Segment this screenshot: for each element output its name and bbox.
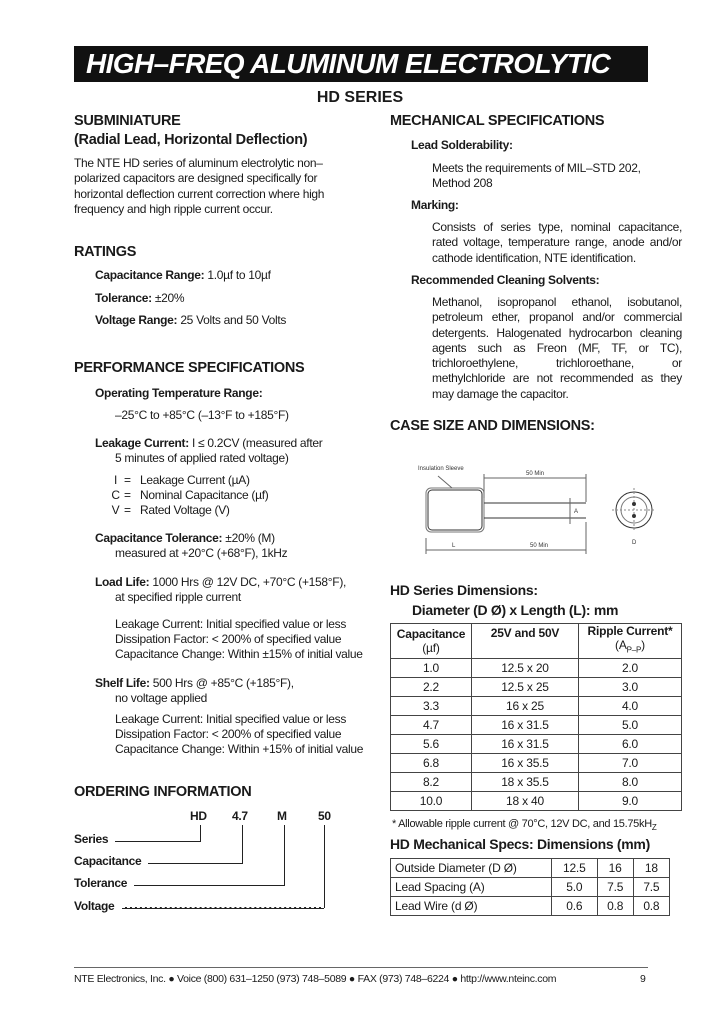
cell-capacitance: 2.2 <box>391 678 472 697</box>
ordering-heading: ORDERING INFORMATION <box>74 784 252 800</box>
shelf-life-item: Dissipation Factor: < 200% of specified value <box>115 727 342 741</box>
shelf-life-item: Leakage Current: Initial specified value or less <box>115 712 347 726</box>
def-equals: = <box>124 473 131 487</box>
voltage-range-value: 25 Volts and 50 Volts <box>180 313 287 327</box>
capacitance-range-label: Capacitance Range: <box>95 268 205 282</box>
cell-ripple: 2.0 <box>579 659 682 678</box>
footer-rule <box>74 967 648 968</box>
table-row <box>391 697 682 716</box>
performance-heading: PERFORMANCE SPECIFICATIONS <box>74 360 305 376</box>
mech-table-heading: HD Mechanical Specs: Dimensions (mm) <box>390 836 650 852</box>
dims-heading: HD Series Dimensions: <box>390 582 538 598</box>
order-leader-voltage <box>122 907 324 909</box>
footer-contact: NTE Electronics, Inc. ● Voice (800) 631–1250 (973) 748–5089 ● FAX (973) 748–6224 ● http://www.nteinc.com <box>74 973 557 985</box>
table-row <box>391 659 682 678</box>
header-ripple-unit-sub: P–P <box>626 645 642 655</box>
ripple-footnote <box>392 818 656 832</box>
def-equals: = <box>124 488 131 502</box>
capacitance-tolerance <box>95 531 275 546</box>
cell-size: 18 x 35.5 <box>472 773 579 792</box>
marking-label: Marking: <box>411 198 459 212</box>
header-ripple-unit-main: (A <box>615 638 627 653</box>
ratings-heading: RATINGS <box>74 244 137 260</box>
voltage-range-label: Voltage Range: <box>95 313 178 327</box>
table-row <box>391 716 682 735</box>
table-row <box>391 897 670 916</box>
shelf-life-item: Capacitance Change: Within +15% of initial value <box>115 742 364 756</box>
page-title: HIGH–FREQ ALUMINUM ELECTROLYTIC <box>86 48 611 79</box>
order-label-series: Series <box>74 832 109 846</box>
cell-spec-name: Outside Diameter (D Ø) <box>391 859 552 878</box>
voltage-range <box>95 313 286 328</box>
cell-value: 7.5 <box>633 878 669 897</box>
order-code-capacitance: 4.7 <box>232 809 248 823</box>
cell-value: 5.0 <box>552 878 598 897</box>
header-ripple <box>579 624 682 659</box>
order-code-series: HD <box>190 809 207 823</box>
order-label-capacitance: Capacitance <box>74 854 142 868</box>
shelf-life <box>95 676 294 691</box>
intro-paragraph: The NTE HD series of aluminum electrolytic non–polarized capacitors are designed specifically for horizontal deflection current correction where high frequency and high ripple current occur. <box>74 156 325 216</box>
mechanical-heading: MECHANICAL SPECIFICATIONS <box>390 113 605 129</box>
def-symbol: V <box>111 503 120 517</box>
header-ripple-label: Ripple Current* <box>587 624 673 639</box>
title-banner <box>74 46 648 82</box>
cell-value: 16 <box>597 859 633 878</box>
cell-size: 16 x 25 <box>472 697 579 716</box>
cell-ripple: 5.0 <box>579 716 682 735</box>
order-leader-tolerance <box>134 885 284 886</box>
order-label-voltage: Voltage <box>74 899 115 913</box>
order-code-voltage: 50 <box>318 809 331 823</box>
page-number: 9 <box>640 973 646 985</box>
cell-ripple: 8.0 <box>579 773 682 792</box>
capacitor-sleeve <box>426 488 484 532</box>
order-leader-capacitance <box>148 863 242 864</box>
leakage-current-value-2: 5 minutes of applied rated voltage) <box>115 451 289 465</box>
cell-size: 12.5 x 20 <box>472 659 579 678</box>
table-row <box>391 878 670 897</box>
solderability-label: Lead Solderability: <box>411 138 513 152</box>
table-header-row <box>391 624 682 659</box>
load-life-item: Leakage Current: Initial specified value or less <box>115 617 347 631</box>
load-life <box>95 575 346 590</box>
cell-capacitance: 10.0 <box>391 792 472 811</box>
cell-ripple: 6.0 <box>579 735 682 754</box>
header-capacitance <box>391 624 472 659</box>
order-leader-series-v <box>200 825 201 842</box>
load-life-label: Load Life: <box>95 575 150 589</box>
table-row <box>391 754 682 773</box>
capacitance-range-value: 1.0µf to 10µf <box>207 268 271 282</box>
dimensions-table <box>390 623 682 811</box>
cell-size: 16 x 31.5 <box>472 716 579 735</box>
lead-len-bottom-label: 50 Min <box>530 543 549 549</box>
shelf-life-value: 500 Hrs @ +85°C (+185°F), <box>152 676 294 690</box>
table-row <box>391 773 682 792</box>
case-diagram <box>400 458 670 562</box>
subminiature-subtitle: (Radial Lead, Horizontal Deflection) <box>74 132 308 148</box>
table-row <box>391 735 682 754</box>
cell-value: 0.8 <box>597 897 633 916</box>
leakage-current-value: I ≤ 0.2CV (measured after <box>191 436 323 450</box>
def-text: Rated Voltage (V) <box>140 503 230 517</box>
def-equals: = <box>124 503 131 517</box>
spacing-label: A <box>574 509 579 515</box>
mechanical-specs-table <box>390 858 670 916</box>
cell-capacitance: 6.8 <box>391 754 472 773</box>
header-size: 25V and 50V <box>472 624 579 659</box>
def-symbol: I <box>113 473 118 487</box>
cell-ripple: 9.0 <box>579 792 682 811</box>
length-label: L <box>452 543 456 549</box>
cell-ripple: 4.0 <box>579 697 682 716</box>
leakage-current-label: Leakage Current: <box>95 436 189 450</box>
series-title: HD SERIES <box>316 89 404 106</box>
dims-subtitle: Diameter (D Ø) x Length (L): mm <box>412 602 619 618</box>
case-heading: CASE SIZE AND DIMENSIONS: <box>390 418 595 434</box>
cell-capacitance: 1.0 <box>391 659 472 678</box>
cell-ripple: 3.0 <box>579 678 682 697</box>
capacitance-tolerance-label: Capacitance Tolerance: <box>95 531 223 545</box>
order-code-tolerance: M <box>277 809 287 823</box>
table-row <box>391 792 682 811</box>
shelf-life-label: Shelf Life: <box>95 676 150 690</box>
cleaning-label: Recommended Cleaning Solvents: <box>411 273 600 287</box>
cell-capacitance: 5.6 <box>391 735 472 754</box>
cell-value: 18 <box>633 859 669 878</box>
table-row <box>391 859 670 878</box>
order-leader-capacitance-v <box>242 825 243 864</box>
header-capacitance-label: Capacitance <box>396 627 466 641</box>
def-text: Leakage Current (µA) <box>140 473 250 487</box>
header-capacitance-unit: (µf) <box>422 641 440 655</box>
tolerance <box>95 291 184 306</box>
leakage-current <box>95 436 322 451</box>
cell-value: 7.5 <box>597 878 633 897</box>
capacitance-range <box>95 268 271 283</box>
capacitor-body <box>428 490 482 530</box>
order-leader-voltage-v <box>324 825 325 908</box>
cell-size: 12.5 x 25 <box>472 678 579 697</box>
load-life-value: 1000 Hrs @ 12V DC, +70°C (+158°F), <box>152 575 347 589</box>
def-symbol: C <box>111 488 120 502</box>
diameter-label: D <box>632 540 637 546</box>
cell-capacitance: 8.2 <box>391 773 472 792</box>
table-row <box>391 678 682 697</box>
ripple-footnote-sub: Z <box>651 823 657 833</box>
cell-spec-name: Lead Wire (d Ø) <box>391 897 552 916</box>
cell-ripple: 7.0 <box>579 754 682 773</box>
order-leader-tolerance-v <box>284 825 285 886</box>
solderability-text: Meets the requirements of MIL–STD 202, Method 208 <box>432 161 641 191</box>
cell-capacitance: 4.7 <box>391 716 472 735</box>
marking-text: Consists of series type, nominal capacitance, rated voltage, temperature range, anode and/or cathode identification, NTE identification. <box>432 220 682 265</box>
cell-spec-name: Lead Spacing (A) <box>391 878 552 897</box>
subminiature-heading: SUBMINIATURE <box>74 113 181 129</box>
cell-capacitance: 3.3 <box>391 697 472 716</box>
operating-temp-value: –25°C to +85°C (–13°F to +185°F) <box>115 408 289 422</box>
load-life-item: Capacitance Change: Within ±15% of initial value <box>115 647 363 661</box>
cell-size: 18 x 40 <box>472 792 579 811</box>
cell-value: 12.5 <box>552 859 598 878</box>
cell-value: 0.8 <box>633 897 669 916</box>
header-ripple-unit: $(A_{P-P})$ <box>615 638 645 655</box>
cell-size: 16 x 35.5 <box>472 754 579 773</box>
ripple-footnote-text: * Allowable ripple current @ 70°C, 12V DC, and 15.75kH <box>392 818 652 830</box>
capacitance-tolerance-value: ±20% (M) <box>225 531 275 545</box>
order-label-tolerance: Tolerance <box>74 876 128 890</box>
cleaning-text: Methanol, isopropanol ethanol, isobutanol, petroleum ether, propanol and/or commercial detergents. Halogenated hydrocarbon cleaning agents such as Freon (MF, TF, or TC), trichloroethylene, trichloroethane, or methylchloride are not recommended as they may damage the capacitor. <box>432 295 682 401</box>
capacitance-tolerance-value-2: measured at +20°C (+68°F), 1kHz <box>115 546 288 560</box>
cell-size: 16 x 31.5 <box>472 735 579 754</box>
load-life-value-2: at specified ripple current <box>115 590 241 604</box>
shelf-life-value-2: no voltage applied <box>115 691 208 705</box>
sleeve-label: Insulation Sleeve <box>418 466 464 472</box>
operating-temp-label: Operating Temperature Range: <box>95 386 263 400</box>
tolerance-value: ±20% <box>154 291 185 305</box>
def-text: Nominal Capacitance (µf) <box>140 488 269 502</box>
tolerance-label: Tolerance: <box>95 291 152 305</box>
cell-value: 0.6 <box>552 897 598 916</box>
order-leader-series <box>115 841 200 842</box>
load-life-item: Dissipation Factor: < 200% of specified value <box>115 632 342 646</box>
lead-len-top-label: 50 Min <box>526 471 545 477</box>
